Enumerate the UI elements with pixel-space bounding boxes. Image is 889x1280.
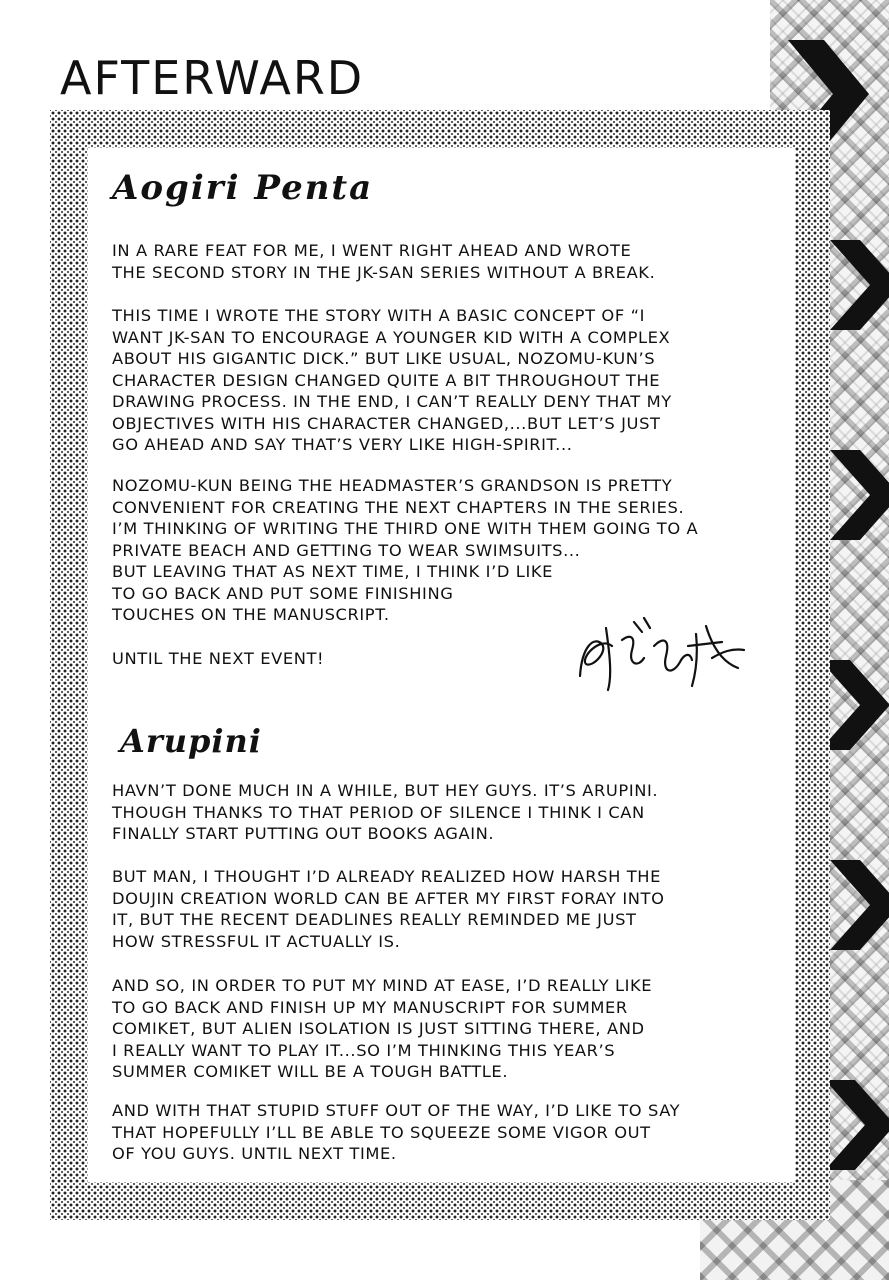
author-name-arupini: Arupini [120,722,262,760]
paragraph: AND SO, IN ORDER TO PUT MY MIND AT EASE, I’D REALLY LIKE TO GO BACK AND FINISH UP MY MANUSCRIPT FOR SUMMER COMIKET, BUT ALIEN ISOLATION IS JUST SITTING THERE, AND I REALLY WANT TO PLAY IT...SO I’M THINKING THIS YEAR’S SUMMER COMIKET WILL BE A TOUGH BATTLE. [112,976,653,1081]
paragraph: NOZOMU-KUN BEING THE HEADMASTER’S GRANDSON IS PRETTY CONVENIENT FOR CREATING THE NEXT CHAPTERS IN THE SERIES. I’M THINKING OF WRITING THE THIRD ONE WITH THEM GOING TO A PRIVATE BEACH AND GETTING TO WEAR SWIMSUITS... BUT LEAVING THAT AS NEXT TIME, I THINK I’D LIKE TO GO BACK AND PUT SOME FINISHING TOUCHES ON THE MANUSCRIPT. [112,476,699,624]
author-name-aogiri: Aogiri Penta [112,168,374,208]
paragraph: IN A RARE FEAT FOR ME, I WENT RIGHT AHEAD AND WROTE THE SECOND STORY IN THE JK-SAN SERIES WITHOUT A BREAK. [112,241,656,282]
paragraph: THIS TIME I WROTE THE STORY WITH A BASIC CONCEPT OF “I WANT JK-SAN TO ENCOURAGE A YOUNGER KID WITH A COMPLEX ABOUT HIS GIGANTIC DICK.” BUT LIKE USUAL, NOZOMU-KUN’S CHARACTER DESIGN CHANGED QUITE A BIT THROUGHOUT THE DRAWING PROCESS. IN THE END, I CAN’T REALLY DENY THAT MY OBJECTIVES WITH HIS CHARACTER CHANGED,...BUT LET’S JUST GO AHEAD AND SAY THAT’S VERY LIKE HIGH-SPIRIT... [112,306,672,454]
chevron-icon [830,450,889,540]
chevron-icon [830,240,889,330]
signature-icon [572,606,752,696]
chevron-icon [820,660,889,750]
page-title: AFTERWARD [60,50,372,106]
paragraph: BUT MAN, I THOUGHT I’D ALREADY REALIZED HOW HARSH THE DOUJIN CREATION WORLD CAN BE AFTER MY FIRST FORAY INTO IT, BUT THE RECENT DEADLINES REALLY REMINDED ME JUST HOW STRESSFUL IT ACTUALLY IS. [112,867,665,951]
paragraph: HAVN’T DONE MUCH IN A WHILE, BUT HEY GUYS. IT’S ARUPINI. THOUGH THANKS TO THAT PERIOD OF SILENCE I THINK I CAN FINALLY START PUTTING OUT BOOKS AGAIN. [112,781,659,843]
paragraph: UNTIL THE NEXT EVENT! [112,649,325,668]
chevron-icon [825,1080,889,1170]
chevron-icon [830,860,889,950]
paragraph: AND WITH THAT STUPID STUFF OUT OF THE WAY, I’D LIKE TO SAY THAT HOPEFULLY I’LL BE ABLE TO SQUEEZE SOME VIGOR OUT OF YOU GUYS. UNTIL NEXT TIME. [112,1101,681,1163]
